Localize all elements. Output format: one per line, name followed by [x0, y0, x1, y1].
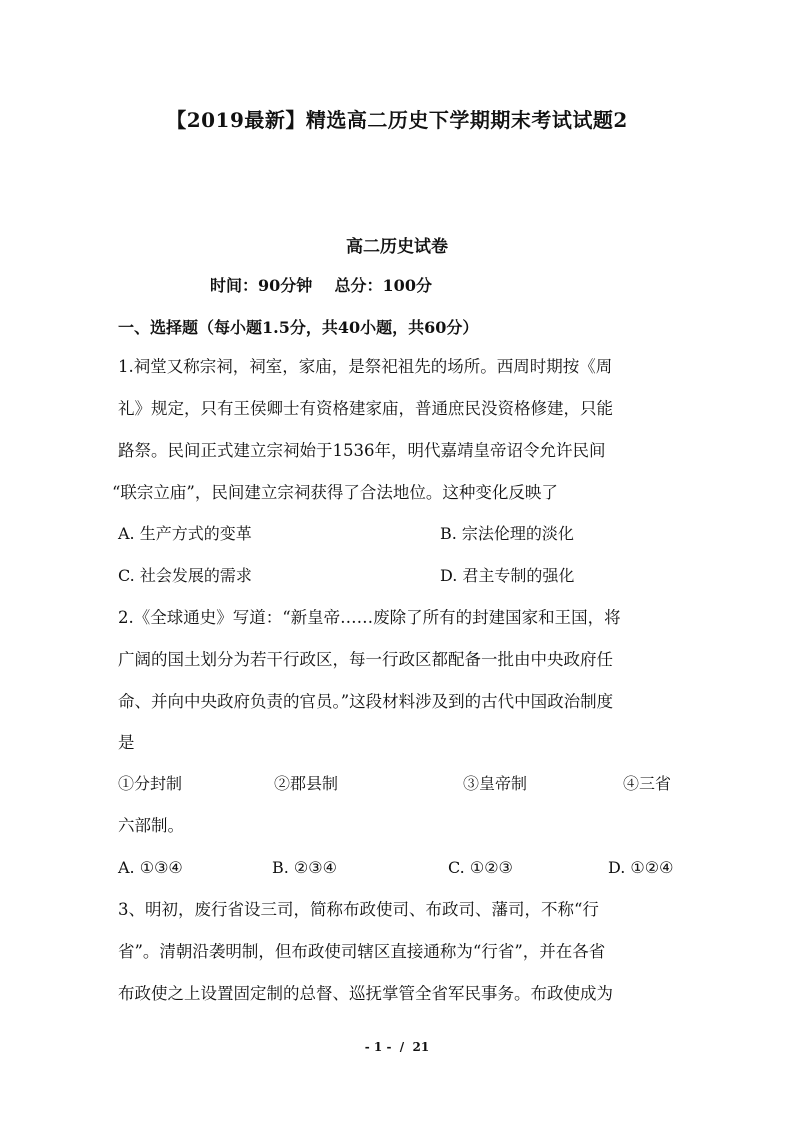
question-1-line-2: 礼》规定，只有王侯卿士有资格建家庙，普通庶民没资格修建，只能	[118, 399, 613, 418]
exam-time-score: 时间：90分钟 总分：100分	[210, 276, 432, 295]
question-1-option-c: C. 社会发展的需求	[118, 566, 252, 585]
question-3-line-2: 省”。清朝沿袭明制，但布政使司辖区直接通称为“行省”，并在各省	[118, 942, 606, 961]
question-1-line-3: 路祭。民间正式建立宗祠始于1536年，明代嘉靖皇帝诏令允许民间	[118, 441, 606, 460]
section-heading: 一、选择题（每小题1.5分，共40小题，共60分）	[118, 318, 479, 337]
question-2-option-b: B. ②③④	[272, 858, 337, 877]
question-2-item-2: ②郡县制	[274, 774, 339, 793]
exam-subtitle: 高二历史试卷	[346, 237, 448, 257]
question-2-line-1: 2.《全球通史》写道：“新皇帝……废除了所有的封建国家和王国，将	[118, 608, 621, 627]
question-2-line-2: 广阔的国土划分为若干行政区，每一行政区都配备一批由中央政府任	[118, 650, 613, 669]
question-1-option-d: D. 君主专制的强化	[440, 566, 575, 585]
question-1-line-1: 1.祠堂又称宗祠，祠室，家庙，是祭祀祖先的场所。西周时期按《周	[118, 357, 613, 376]
question-1-option-b: B. 宗法伦理的淡化	[440, 524, 574, 543]
question-2-option-c: C. ①②③	[448, 858, 513, 877]
question-2-option-d: D. ①②④	[608, 858, 674, 877]
question-2-line-4: 是	[118, 733, 135, 752]
page-number: - 1 - / 21	[364, 1040, 430, 1054]
question-2-option-a: A. ①③④	[118, 858, 183, 877]
question-3-line-1: 3、明初，废行省设三司，简称布政使司、布政司、藩司，不称“行	[118, 900, 599, 919]
question-2-line-3: 命、并向中央政府负责的官员。”这段材料涉及到的古代中国政治制度	[118, 692, 614, 711]
question-2-item-4: ④三省	[623, 774, 672, 793]
question-1-line-4: “联宗立庙”，民间建立宗祠获得了合法地位。这种变化反映了	[112, 483, 558, 502]
question-2-item-3: ③皇帝制	[463, 774, 528, 793]
question-1-option-a: A. 生产方式的变革	[118, 524, 252, 543]
document-title: 【2019最新】精选高二历史下学期期末考试试题2	[166, 108, 628, 132]
question-2-item-4-continued: 六部制。	[118, 816, 184, 835]
question-2-item-1: ①分封制	[118, 774, 183, 793]
question-3-line-3: 布政使之上设置固定制的总督、巡抚掌管全省军民事务。布政使成为	[118, 984, 613, 1003]
